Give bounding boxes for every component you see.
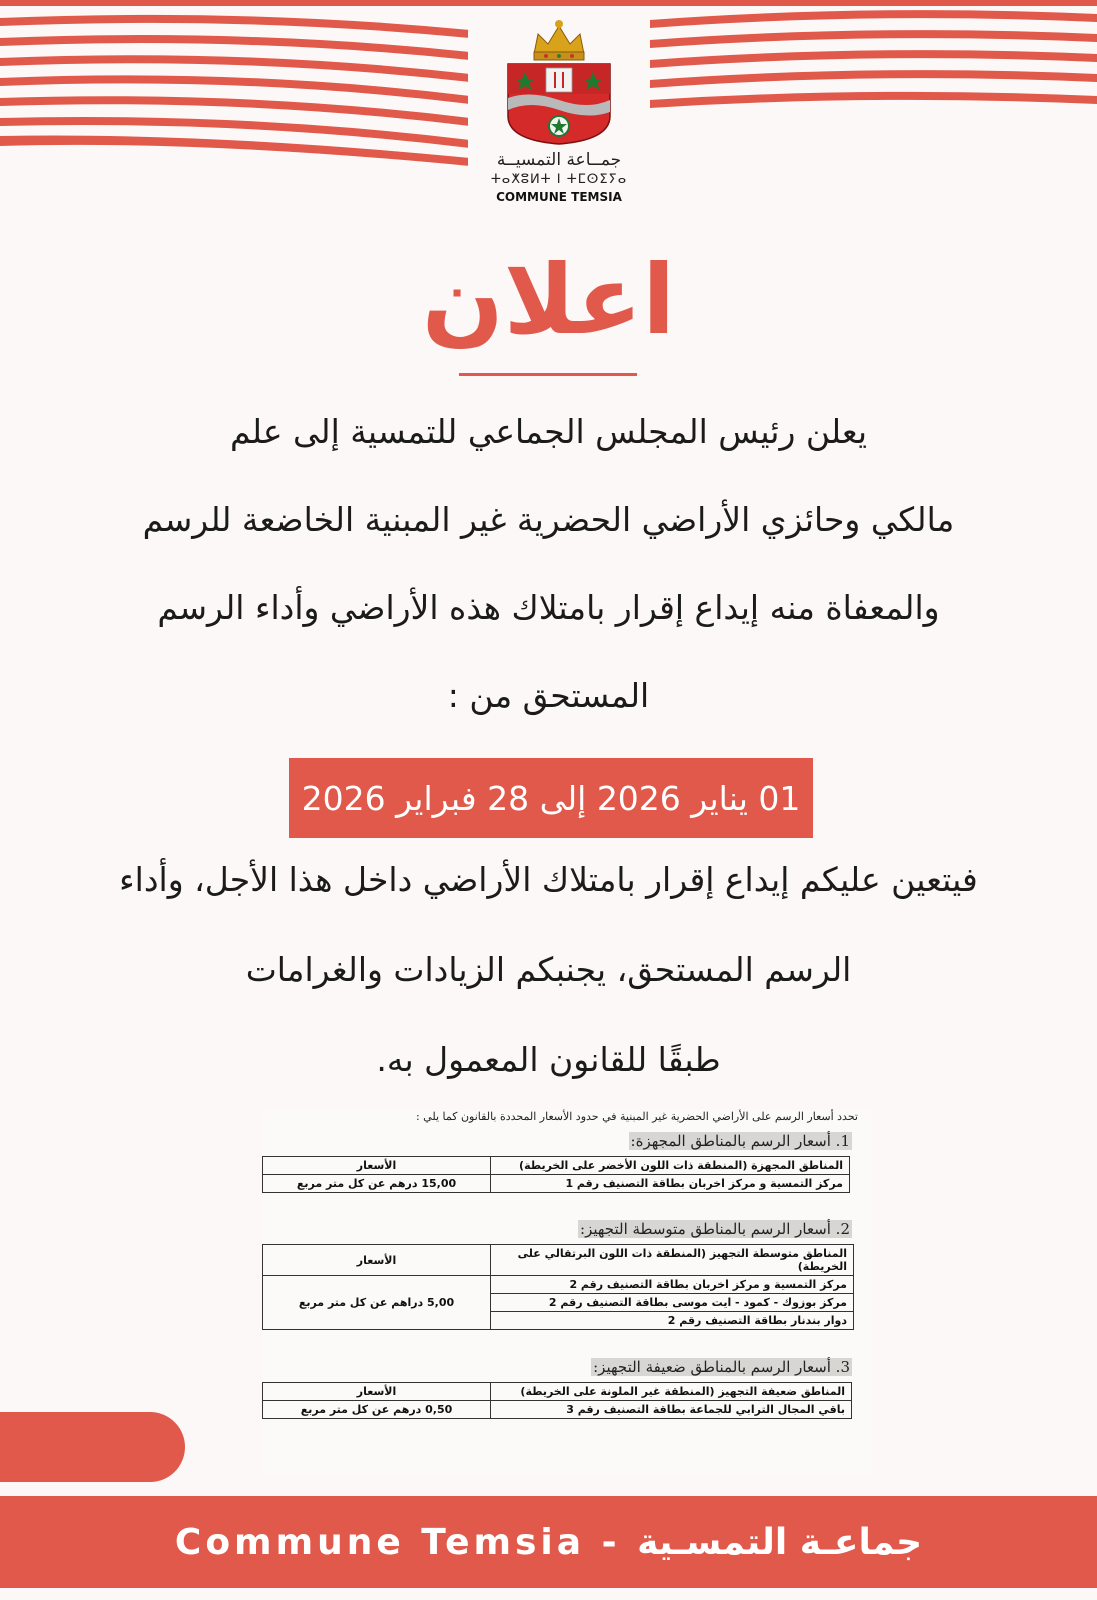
footer-banner: Commune Temsia - جماعـة التمسـية <box>0 1496 1097 1588</box>
section-3-heading: 3. أسعار الرسم بالمناطق ضعيفة التجهيز: <box>593 1358 850 1376</box>
price-header: الأسعار <box>263 1383 491 1401</box>
announcement-line-3: والمعفاة منه إيداع إقرار بامتلاك هذه الأراضي وأداء الرسم <box>157 588 940 627</box>
price-cell: 5,00 دراهم عن كل متر مربع <box>263 1276 491 1330</box>
price-header: الأسعار <box>263 1157 491 1175</box>
instructions-line-1: فيتعين عليكم إيداع إقرار بامتلاك الأراضي داخل هذا الأجل، وأداء <box>119 860 978 899</box>
logo-name-arabic: جمــاعة التمسيــة <box>496 150 622 170</box>
price-cell: 0,50 درهم عن كل متر مربع <box>263 1401 491 1419</box>
announcement-line-2: مالكي وحائزي الأراضي الحضرية غير المبنية الخاضعة للرسم <box>142 500 955 539</box>
zone-row: باقي المجال الترابي للجماعة بطاقة التصنيف رقم 3 <box>491 1401 852 1419</box>
section-2-heading: 2. أسعار الرسم بالمناطق متوسطة التجهيز: <box>580 1220 850 1238</box>
zone-header: المناطق المجهزة (المنطقة ذات اللون الأخضر على الخريطة) <box>491 1157 850 1175</box>
section-1-heading: 1. أسعار الرسم بالمناطق المجهزة: <box>630 1132 850 1150</box>
price-cell: 15,00 درهم عن كل متر مربع <box>263 1175 491 1193</box>
zone-row: مركز التمسية و مركز اخربان بطاقة التصنيف رقم 2 <box>491 1276 854 1294</box>
zone-row: مركز بوزوك - كمود - ايت موسى بطاقة التصنيف رقم 2 <box>491 1294 854 1312</box>
page-title: اعلان <box>421 244 676 356</box>
rates-table-medium <box>262 1244 854 1330</box>
price-header: الأسعار <box>263 1245 491 1276</box>
zone-header: المناطق متوسطة التجهيز (المنطقة ذات اللون البرتقالي على الخريطة) <box>491 1245 854 1276</box>
instructions-line-3: طبقًا للقانون المعمول به. <box>376 1040 721 1079</box>
zone-row: مركز التمسية و مركز اخربان بطاقة التصنيف رقم 1 <box>491 1175 850 1193</box>
announcement-line-1: يعلن رئيس المجلس الجماعي للتمسية إلى علم <box>229 412 868 451</box>
rates-document <box>262 1110 872 1475</box>
crown-icon <box>534 20 584 60</box>
instructions-line-2: الرسم المستحق، يجنبكم الزيادات والغرامات <box>245 950 852 989</box>
logo-name-tifinagh: ⵜⴰⵅⵓⵍⵜ ⵏ ⵜⵎⵙⵉⵢⴰ <box>490 172 628 187</box>
rates-table-equipped <box>262 1156 850 1193</box>
zone-row: دوار بندنار بطاقة التصنيف رقم 2 <box>491 1312 854 1330</box>
rates-intro: تحدد أسعار الرسم على الأراضي الحضرية غير المبنية في حدود الأسعار المحددة بالقانون كما يلي : <box>415 1110 858 1123</box>
decorative-pill <box>0 1412 185 1482</box>
title-underline <box>459 373 637 376</box>
period-banner: 01 يناير 2026 إلى 28 فبراير 2026 <box>289 758 813 838</box>
coat-of-arms-logo <box>500 16 618 148</box>
rates-table-weak <box>262 1382 852 1419</box>
announcement-line-4: المستحق من : <box>447 676 650 715</box>
zone-header: المناطق ضعيفة التجهيز (المنطقة غير الملونة على الخريطة) <box>491 1383 852 1401</box>
logo-name-french: COMMUNE TEMSIA <box>496 190 622 204</box>
